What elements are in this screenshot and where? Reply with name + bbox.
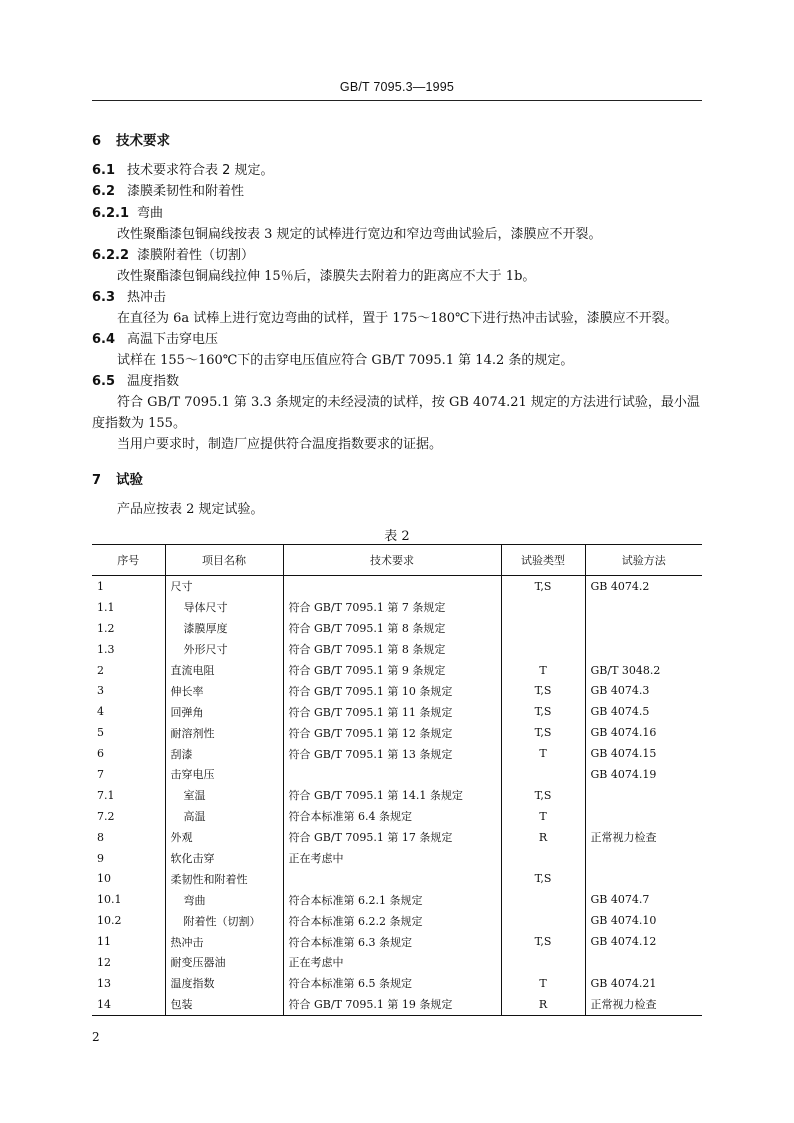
row-number-cell: 12 bbox=[97, 955, 111, 969]
table-row bbox=[92, 576, 702, 597]
row-number-cell: 1 bbox=[97, 579, 104, 593]
table-row bbox=[92, 597, 702, 618]
test-method-cell: 正常视力检查 bbox=[585, 994, 702, 1015]
row-number-cell: 7.2 bbox=[97, 809, 115, 823]
clause-title: 热冲击 bbox=[127, 290, 167, 305]
test-type-cell: T bbox=[501, 743, 585, 764]
requirement-cell: 符合本标准第 6.4 条规定 bbox=[283, 806, 501, 827]
test-method-cell bbox=[585, 952, 702, 973]
section-title: 试验 bbox=[116, 472, 143, 488]
item-name-cell: 漆膜厚度 bbox=[165, 618, 283, 639]
table-row bbox=[92, 994, 702, 1015]
test-method-cell: 正常视力检查 bbox=[585, 827, 702, 848]
requirement-cell: 符合 GB/T 7095.1 第 10 条规定 bbox=[283, 680, 501, 701]
table-row bbox=[92, 848, 702, 869]
table-row bbox=[92, 660, 702, 681]
clause-title: 漆膜柔韧性和附着性 bbox=[127, 184, 245, 199]
table-row bbox=[92, 743, 702, 764]
test-method-cell: GB 4074.19 bbox=[585, 764, 702, 785]
clause-number: 6.4 bbox=[92, 332, 116, 347]
section-number: 6 bbox=[92, 134, 102, 149]
row-number-cell: 3 bbox=[97, 684, 104, 698]
row-number-cell: 10 bbox=[97, 872, 111, 886]
requirement-cell: 符合本标准第 6.2.1 条规定 bbox=[283, 889, 501, 910]
clause-number: 6.5 bbox=[92, 374, 116, 389]
test-type-cell: T,S bbox=[501, 722, 585, 743]
table-row bbox=[92, 910, 702, 931]
section-number: 7 bbox=[92, 473, 102, 488]
test-type-cell bbox=[501, 764, 585, 785]
test-method-cell: GB 4074.12 bbox=[585, 931, 702, 952]
test-method-cell bbox=[585, 618, 702, 639]
test-type-cell: T,S bbox=[501, 701, 585, 722]
test-type-cell: T,S bbox=[501, 868, 585, 889]
test-type-cell bbox=[501, 639, 585, 660]
clause-6-4 bbox=[92, 332, 218, 348]
test-method-cell: GB 4074.7 bbox=[585, 889, 702, 910]
clause-number: 6.1 bbox=[92, 163, 116, 178]
test-method-cell bbox=[585, 785, 702, 806]
test-type-cell bbox=[501, 848, 585, 869]
table-header-row bbox=[92, 545, 702, 576]
item-name-cell: 导体尺寸 bbox=[165, 597, 283, 618]
row-number-cell: 7 bbox=[97, 767, 104, 781]
test-method-cell: GB 4074.16 bbox=[585, 722, 702, 743]
item-name-cell: 弯曲 bbox=[165, 889, 283, 910]
item-name-cell: 软化击穿 bbox=[165, 848, 283, 869]
section-6-heading bbox=[92, 133, 170, 150]
requirement-cell: 符合 GB/T 7095.1 第 7 条规定 bbox=[283, 597, 501, 618]
item-name-cell: 尺寸 bbox=[165, 576, 283, 597]
header-rule bbox=[92, 100, 702, 101]
clause-6-3 bbox=[92, 290, 166, 306]
paragraph: 符合 GB/T 7095.1 第 3.3 条规定的未经浸渍的试样，按 GB 4074.21 规定的方法进行试验，最小温 bbox=[117, 395, 700, 410]
clause-title: 漆膜附着性（切割） bbox=[137, 248, 255, 263]
clause-title: 技术要求符合表 2 规定。 bbox=[127, 163, 274, 178]
table-row bbox=[92, 806, 702, 827]
test-type-cell: T bbox=[501, 806, 585, 827]
requirements-table bbox=[92, 544, 702, 1016]
row-number-cell: 8 bbox=[97, 830, 104, 844]
item-name-cell: 外观 bbox=[165, 827, 283, 848]
column-header: 序号 bbox=[92, 545, 165, 576]
row-number-cell: 4 bbox=[97, 705, 104, 719]
requirement-cell: 符合 GB/T 7095.1 第 11 条规定 bbox=[283, 701, 501, 722]
row-number-cell: 13 bbox=[97, 976, 111, 990]
test-method-cell: GB 4074.10 bbox=[585, 910, 702, 931]
table-row bbox=[92, 785, 702, 806]
clause-6-2 bbox=[92, 184, 244, 200]
requirement-cell bbox=[283, 868, 501, 889]
requirement-cell bbox=[283, 576, 501, 597]
item-name-cell: 击穿电压 bbox=[165, 764, 283, 785]
test-type-cell: T,S bbox=[501, 576, 585, 597]
paragraph-continuation: 度指数为 155。 bbox=[92, 416, 186, 431]
table-row bbox=[92, 973, 702, 994]
clause-number: 6.2.2 bbox=[92, 248, 130, 263]
table-row bbox=[92, 618, 702, 639]
row-number-cell: 1.3 bbox=[97, 642, 115, 656]
test-type-cell: T,S bbox=[501, 785, 585, 806]
test-type-cell: R bbox=[501, 994, 585, 1015]
item-name-cell: 附着性（切割） bbox=[165, 910, 283, 931]
table-title: 表 2 bbox=[384, 529, 410, 544]
test-type-cell: T bbox=[501, 973, 585, 994]
clause-number: 6.2.1 bbox=[92, 206, 130, 221]
requirement-cell: 符合本标准第 6.3 条规定 bbox=[283, 931, 501, 952]
row-number-cell: 10.1 bbox=[97, 893, 122, 907]
test-method-cell: GB 4074.21 bbox=[585, 973, 702, 994]
paragraph: 当用户要求时，制造厂应提供符合温度指数要求的证据。 bbox=[117, 437, 443, 452]
column-header: 试验类型 bbox=[501, 545, 585, 576]
table-row bbox=[92, 931, 702, 952]
item-name-cell: 热冲击 bbox=[165, 931, 283, 952]
test-type-cell bbox=[501, 952, 585, 973]
item-name-cell: 包装 bbox=[165, 994, 283, 1015]
test-method-cell: GB 4074.15 bbox=[585, 743, 702, 764]
paragraph: 改性聚酯漆包铜扁线按表 3 规定的试棒进行宽边和窄边弯曲试验后，漆膜应不开裂。 bbox=[117, 227, 602, 242]
row-number-cell: 14 bbox=[92, 994, 165, 1015]
item-name-cell: 高温 bbox=[165, 806, 283, 827]
requirement-cell: 符合 GB/T 7095.1 第 13 条规定 bbox=[283, 743, 501, 764]
requirement-cell: 符合 GB/T 7095.1 第 14.1 条规定 bbox=[283, 785, 501, 806]
clause-6-1 bbox=[92, 163, 274, 179]
requirement-cell: 符合 GB/T 7095.1 第 19 条规定 bbox=[283, 994, 501, 1015]
row-number-cell: 1.2 bbox=[97, 621, 115, 635]
requirement-cell: 符合 GB/T 7095.1 第 9 条规定 bbox=[283, 660, 501, 681]
test-type-cell bbox=[501, 597, 585, 618]
requirement-cell: 符合 GB/T 7095.1 第 8 条规定 bbox=[283, 639, 501, 660]
table-row bbox=[92, 868, 702, 889]
clause-number: 6.2 bbox=[92, 184, 116, 199]
table-row bbox=[92, 701, 702, 722]
clause-number: 6.3 bbox=[92, 290, 116, 305]
test-type-cell bbox=[501, 618, 585, 639]
clause-title: 高温下击穿电压 bbox=[127, 332, 219, 347]
row-number-cell: 11 bbox=[97, 935, 111, 949]
table-row bbox=[92, 889, 702, 910]
clause-6-2-2 bbox=[92, 248, 254, 264]
paragraph: 产品应按表 2 规定试验。 bbox=[117, 502, 264, 517]
page-header-title: GB/T 7095.3—1995 bbox=[339, 80, 455, 94]
test-type-cell: T bbox=[501, 660, 585, 681]
requirement-cell: 符合 GB/T 7095.1 第 12 条规定 bbox=[283, 722, 501, 743]
table-row bbox=[92, 952, 702, 973]
table-row bbox=[92, 764, 702, 785]
item-name-cell: 外形尺寸 bbox=[165, 639, 283, 660]
row-number-cell: 1.1 bbox=[97, 600, 115, 614]
table-row bbox=[92, 722, 702, 743]
item-name-cell: 回弹角 bbox=[165, 701, 283, 722]
item-name-cell: 柔韧性和附着性 bbox=[165, 868, 283, 889]
item-name-cell: 耐变压器油 bbox=[165, 952, 283, 973]
test-method-cell: GB/T 3048.2 bbox=[585, 660, 702, 681]
page-number: 2 bbox=[92, 1030, 100, 1044]
column-header: 项目名称 bbox=[165, 545, 283, 576]
test-method-cell bbox=[585, 639, 702, 660]
clause-6-2-1 bbox=[92, 206, 163, 222]
table-row bbox=[92, 680, 702, 701]
requirement-cell: 符合本标准第 6.5 条规定 bbox=[283, 973, 501, 994]
table-row bbox=[92, 827, 702, 848]
test-type-cell bbox=[501, 910, 585, 931]
row-number-cell: 5 bbox=[97, 726, 104, 740]
column-header: 试验方法 bbox=[585, 545, 702, 576]
paragraph: 改性聚酯漆包铜扁线拉伸 15％后，漆膜失去附着力的距离应不大于 1b。 bbox=[117, 269, 536, 284]
test-type-cell: R bbox=[501, 827, 585, 848]
row-number-cell: 2 bbox=[97, 663, 104, 677]
paragraph: 试样在 155～160℃下的击穿电压值应符合 GB/T 7095.1 第 14.2 条的规定。 bbox=[117, 353, 574, 368]
test-method-cell bbox=[585, 848, 702, 869]
requirement-cell: 正在考虑中 bbox=[283, 952, 501, 973]
test-type-cell: T,S bbox=[501, 931, 585, 952]
table-row bbox=[92, 639, 702, 660]
test-method-cell: GB 4074.3 bbox=[585, 680, 702, 701]
test-method-cell bbox=[585, 806, 702, 827]
requirement-cell: 正在考虑中 bbox=[283, 848, 501, 869]
column-header: 技术要求 bbox=[283, 545, 501, 576]
item-name-cell: 刮漆 bbox=[165, 743, 283, 764]
section-7-heading bbox=[92, 472, 143, 489]
test-method-cell bbox=[585, 597, 702, 618]
item-name-cell: 温度指数 bbox=[165, 973, 283, 994]
requirement-cell: 符合本标准第 6.2.2 条规定 bbox=[283, 910, 501, 931]
test-method-cell bbox=[585, 868, 702, 889]
requirement-cell: 符合 GB/T 7095.1 第 8 条规定 bbox=[283, 618, 501, 639]
row-number-cell: 9 bbox=[97, 851, 104, 865]
item-name-cell: 耐溶剂性 bbox=[165, 722, 283, 743]
row-number-cell: 6 bbox=[97, 747, 104, 761]
test-type-cell bbox=[501, 889, 585, 910]
clause-title: 温度指数 bbox=[127, 374, 180, 389]
test-method-cell: GB 4074.2 bbox=[585, 576, 702, 597]
item-name-cell: 直流电阻 bbox=[165, 660, 283, 681]
requirement-cell: 符合 GB/T 7095.1 第 17 条规定 bbox=[283, 827, 501, 848]
row-number-cell: 7.1 bbox=[97, 788, 115, 802]
test-type-cell: T,S bbox=[501, 680, 585, 701]
section-title: 技术要求 bbox=[116, 133, 170, 149]
item-name-cell: 伸长率 bbox=[165, 680, 283, 701]
paragraph: 在直径为 6a 试棒上进行宽边弯曲的试样，置于 175～180℃下进行热冲击试验，漆膜应不开裂。 bbox=[117, 311, 678, 326]
clause-title: 弯曲 bbox=[137, 206, 164, 221]
row-number-cell: 10.2 bbox=[97, 914, 122, 928]
clause-6-5 bbox=[92, 374, 179, 390]
requirement-cell bbox=[283, 764, 501, 785]
item-name-cell: 室温 bbox=[165, 785, 283, 806]
test-method-cell: GB 4074.5 bbox=[585, 701, 702, 722]
